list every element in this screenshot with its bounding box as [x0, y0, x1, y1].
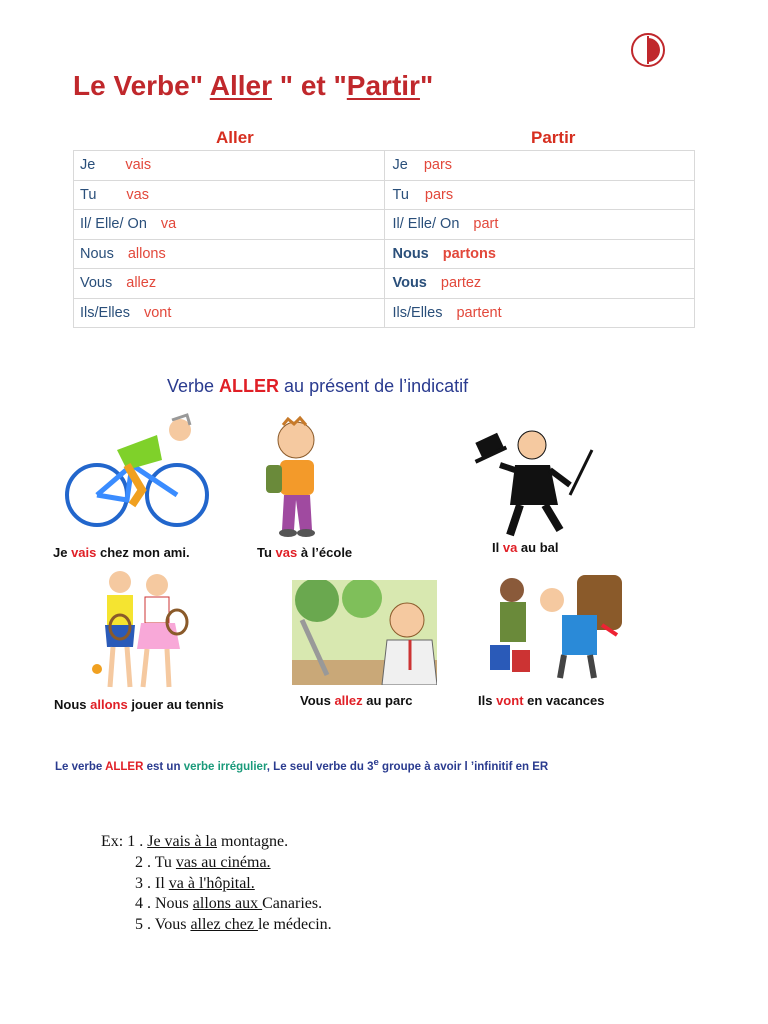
travelers-illustration: [482, 570, 632, 680]
partir-column-header: Partir: [531, 128, 576, 147]
partir-cell: [384, 180, 695, 210]
verb-form: allons: [127, 245, 166, 262]
verb-form: part: [473, 216, 499, 233]
caption-il: Il va au bal: [492, 540, 559, 555]
aller-cell: [74, 210, 385, 240]
aller-cell: [74, 269, 385, 299]
verb-form: partent: [456, 304, 502, 321]
examples-list: [101, 832, 332, 936]
verb-form: partez: [440, 275, 482, 292]
conjugation-row: [74, 151, 695, 181]
aller-column-header: Aller: [216, 128, 254, 147]
aller-cell: [74, 151, 385, 181]
pronoun: Il/ Elle/ On: [392, 216, 460, 233]
partir-cell: [384, 239, 695, 269]
verb-form: allez: [126, 275, 157, 292]
pronoun: Je: [80, 157, 96, 174]
pronoun: Il/ Elle/ On: [80, 216, 147, 233]
conjugation-row: [74, 239, 695, 269]
caption-vous: Vous allez au parc: [300, 693, 413, 708]
example-3: 3 . Il va à l'hôpital.: [135, 874, 255, 892]
verb-form: vas: [126, 186, 149, 203]
pronoun: Vous: [80, 275, 113, 292]
conjugation-row: [74, 269, 695, 299]
park-illustration: [292, 580, 437, 685]
section-title: Verbe ALLER au présent de l’indicatif: [167, 376, 469, 396]
pronoun: Ils/Elles: [80, 304, 130, 321]
partir-cell: [384, 269, 695, 299]
aller-cell: [74, 239, 385, 269]
cyclist-illustration: [62, 405, 212, 540]
example-5: 5 . Vous allez chez le médecin.: [135, 916, 332, 934]
partir-cell: [384, 298, 695, 328]
caption-je: Je vais chez mon ami.: [53, 545, 190, 560]
pronoun: Tu: [392, 186, 409, 203]
example-4: 4 . Nous allons aux Canaries.: [135, 895, 323, 913]
pronoun: Nous: [392, 245, 429, 262]
verb-form: vais: [125, 157, 152, 174]
grammar-note: Le verbe ALLER est un verbe irrégulier, Le seul verbe du 3e groupe à avoir l ’infinitif en ER: [55, 757, 549, 773]
verb-form: vont: [143, 304, 172, 321]
caption-nous: Nous allons jouer au tennis: [54, 697, 224, 712]
partir-cell: [384, 210, 695, 240]
pronoun: Nous: [80, 245, 114, 262]
title-partir: Partir: [346, 70, 420, 101]
pronoun: Je: [392, 157, 408, 174]
conjugation-row: [74, 210, 695, 240]
ballroom-dancer-illustration: [470, 425, 600, 540]
partir-cell: [384, 151, 695, 181]
conjugation-row: [74, 298, 695, 328]
pronoun: Vous: [392, 275, 427, 292]
tennis-players-illustration: [85, 567, 200, 697]
conjugation-row: [74, 180, 695, 210]
example-2: 2 . Tu vas au cinéma.: [135, 853, 271, 871]
page-title: Le Verbe" Aller " et "Partir": [73, 70, 434, 101]
verb-form: pars: [424, 186, 454, 203]
caption-ils: Ils vont en vacances: [478, 693, 605, 708]
school-logo-icon: [630, 32, 666, 68]
title-aller: Aller: [209, 70, 272, 101]
verb-form: partons: [442, 245, 496, 262]
pronoun: Tu: [80, 186, 97, 203]
schoolboy-illustration: [258, 415, 328, 540]
aller-cell: [74, 180, 385, 210]
conjugation-table: [73, 150, 695, 328]
aller-cell: [74, 298, 385, 328]
pronoun: Ils/Elles: [392, 304, 443, 321]
verb-form: va: [160, 216, 177, 233]
example-1: Ex: 1 . Je vais à la montagne.: [101, 833, 289, 850]
verb-form: pars: [423, 157, 453, 174]
caption-tu: Tu vas à l’école: [257, 545, 353, 560]
